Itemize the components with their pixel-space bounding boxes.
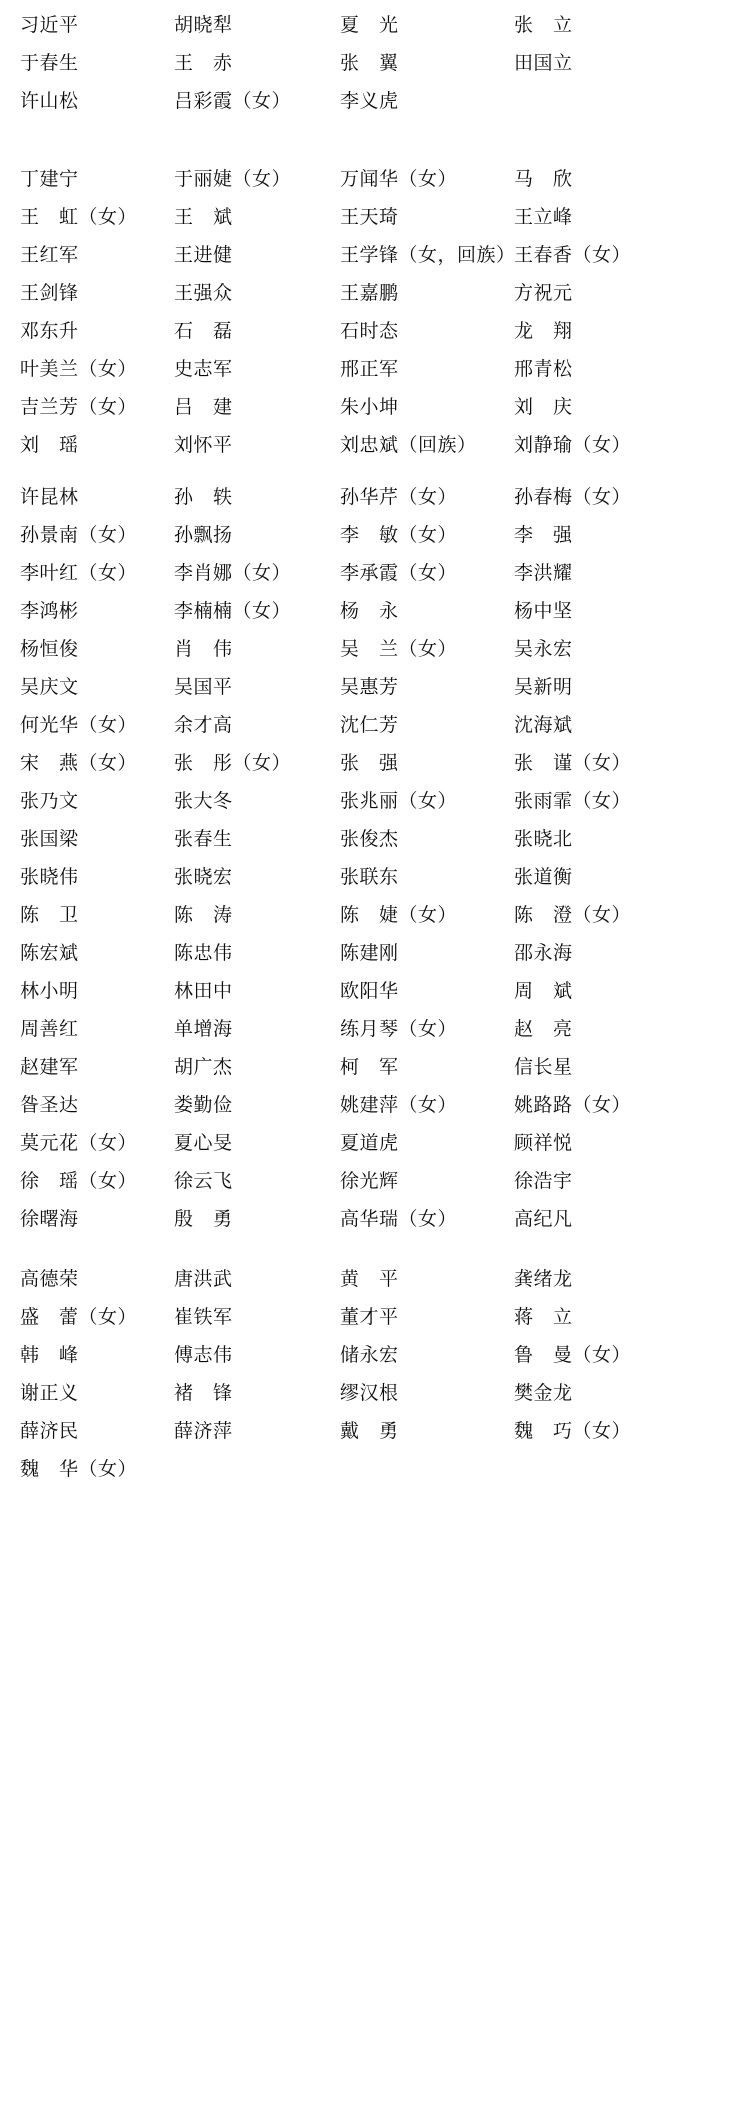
name-cell: 徐云飞 (174, 1170, 233, 1192)
name-cell: 吴国平 (174, 676, 233, 698)
table-row (14, 236, 730, 274)
table-row (14, 1200, 730, 1238)
name-cell: 王春香（女） (514, 244, 632, 266)
name-cell: 魏 华（女） (20, 1458, 138, 1480)
table-row (14, 820, 730, 858)
name-cell: 鲁 曼（女） (514, 1344, 632, 1366)
name-cell: 孙景南（女） (20, 524, 138, 546)
name-cell: 刘忠斌（回族） (340, 434, 477, 456)
name-cell: 林小明 (20, 980, 79, 1002)
table-row (14, 1162, 730, 1200)
name-group-3 (14, 478, 730, 1238)
name-cell: 李楠楠（女） (174, 600, 292, 622)
name-cell: 吴庆文 (20, 676, 79, 698)
table-row (14, 1336, 730, 1374)
table-row (14, 198, 730, 236)
name-cell: 李鸿彬 (20, 600, 79, 622)
name-cell: 张 立 (514, 14, 573, 36)
name-cell: 黄 平 (340, 1268, 399, 1290)
name-cell: 殷 勇 (174, 1208, 233, 1230)
name-cell: 张 强 (340, 752, 399, 774)
table-row (14, 782, 730, 820)
name-cell: 孙春梅（女） (514, 486, 632, 508)
name-cell: 于春生 (20, 52, 79, 74)
table-row (14, 312, 730, 350)
table-row (14, 972, 730, 1010)
name-cell: 薛济萍 (174, 1420, 233, 1442)
name-cell: 姚路路（女） (514, 1094, 632, 1116)
name-cell: 信长星 (514, 1056, 573, 1078)
table-row (14, 1450, 730, 1488)
name-cell: 李承霞（女） (340, 562, 458, 584)
name-cell: 李义虎 (340, 90, 399, 112)
name-cell: 李 敏（女） (340, 524, 458, 546)
name-cell: 欧阳华 (340, 980, 399, 1002)
name-cell: 盛 蕾（女） (20, 1306, 138, 1328)
table-row (14, 592, 730, 630)
name-cell: 周 斌 (514, 980, 573, 1002)
group-spacer (14, 120, 730, 160)
name-cell: 陈 婕（女） (340, 904, 458, 926)
name-cell: 沈仁芳 (340, 714, 399, 736)
name-cell: 唐洪武 (174, 1268, 233, 1290)
name-cell: 朱小坤 (340, 396, 399, 418)
name-cell: 田国立 (514, 52, 573, 74)
name-cell: 史志军 (174, 358, 233, 380)
name-cell: 董才平 (340, 1306, 399, 1328)
name-cell: 崔铁军 (174, 1306, 233, 1328)
table-row (14, 1298, 730, 1336)
name-cell: 王学锋（女，回族） (340, 244, 516, 266)
name-cell: 杨中坚 (514, 600, 573, 622)
name-cell: 张晓宏 (174, 866, 233, 888)
table-row (14, 1086, 730, 1124)
name-cell: 陈建刚 (340, 942, 399, 964)
name-cell: 姚建萍（女） (340, 1094, 458, 1116)
name-cell: 练月琴（女） (340, 1018, 458, 1040)
name-cell: 张联东 (340, 866, 399, 888)
name-group-4 (14, 1260, 730, 1488)
name-cell: 王进健 (174, 244, 233, 266)
name-cell: 王天琦 (340, 206, 399, 228)
name-cell: 赵建军 (20, 1056, 79, 1078)
table-row (14, 1010, 730, 1048)
table-row (14, 896, 730, 934)
name-cell: 石时态 (340, 320, 399, 342)
name-cell: 宋 燕（女） (20, 752, 138, 774)
table-row (14, 630, 730, 668)
name-cell: 徐浩宇 (514, 1170, 573, 1192)
name-cell: 张春生 (174, 828, 233, 850)
name-cell: 邢青松 (514, 358, 573, 380)
name-cell: 吕彩霞（女） (174, 90, 292, 112)
name-cell: 高纪凡 (514, 1208, 573, 1230)
name-cell: 吴惠芳 (340, 676, 399, 698)
name-group-2 (14, 160, 730, 464)
name-cell: 张道衡 (514, 866, 573, 888)
name-cell: 陈 涛 (174, 904, 233, 926)
name-cell: 蒋 立 (514, 1306, 573, 1328)
table-row (14, 1260, 730, 1298)
name-cell: 高德荣 (20, 1268, 79, 1290)
name-cell: 王 赤 (174, 52, 233, 74)
name-cell: 李 强 (514, 524, 573, 546)
name-cell: 林田中 (174, 980, 233, 1002)
table-row (14, 554, 730, 592)
name-cell: 莫元花（女） (20, 1132, 138, 1154)
table-row (14, 274, 730, 312)
name-cell: 夏道虎 (340, 1132, 399, 1154)
table-row (14, 516, 730, 554)
name-cell: 王 虹（女） (20, 206, 138, 228)
table-row (14, 82, 730, 120)
name-cell: 戴 勇 (340, 1420, 399, 1442)
name-cell: 吴新明 (514, 676, 573, 698)
table-row (14, 1048, 730, 1086)
name-cell: 樊金龙 (514, 1382, 573, 1404)
name-cell: 吴 兰（女） (340, 638, 458, 660)
name-cell: 杨恒俊 (20, 638, 79, 660)
name-cell: 王剑锋 (20, 282, 79, 304)
table-row (14, 350, 730, 388)
name-cell: 刘怀平 (174, 434, 233, 456)
table-row (14, 44, 730, 82)
group-spacer (14, 1238, 730, 1260)
table-row (14, 744, 730, 782)
name-cell: 张国梁 (20, 828, 79, 850)
name-cell: 昝圣达 (20, 1094, 79, 1116)
name-cell: 徐 瑶（女） (20, 1170, 138, 1192)
name-cell: 孙 轶 (174, 486, 233, 508)
name-cell: 吴永宏 (514, 638, 573, 660)
name-cell: 陈 澄（女） (514, 904, 632, 926)
name-cell: 娄勤俭 (174, 1094, 233, 1116)
table-row (14, 426, 730, 464)
name-cell: 张俊杰 (340, 828, 399, 850)
name-cell: 刘静瑜（女） (514, 434, 632, 456)
name-cell: 王强众 (174, 282, 233, 304)
name-cell: 王嘉鹏 (340, 282, 399, 304)
name-cell: 丁建宁 (20, 168, 79, 190)
name-cell: 孙飘扬 (174, 524, 233, 546)
name-cell: 柯 军 (340, 1056, 399, 1078)
name-cell: 吉兰芳（女） (20, 396, 138, 418)
name-cell: 张晓北 (514, 828, 573, 850)
name-cell: 陈宏斌 (20, 942, 79, 964)
name-cell: 李叶红（女） (20, 562, 138, 584)
table-row (14, 1374, 730, 1412)
name-cell: 何光华（女） (20, 714, 138, 736)
name-cell: 邵永海 (514, 942, 573, 964)
name-cell: 龚绪龙 (514, 1268, 573, 1290)
name-cell: 陈 卫 (20, 904, 79, 926)
table-row (14, 1124, 730, 1162)
table-row (14, 160, 730, 198)
name-cell: 陈忠伟 (174, 942, 233, 964)
name-cell: 张大冬 (174, 790, 233, 812)
table-row (14, 858, 730, 896)
group-spacer (14, 464, 730, 478)
name-cell: 褚 锋 (174, 1382, 233, 1404)
name-cell: 魏 巧（女） (514, 1420, 632, 1442)
name-cell: 刘 庆 (514, 396, 573, 418)
name-cell: 夏心旻 (174, 1132, 233, 1154)
table-row (14, 6, 730, 44)
name-cell: 胡晓犁 (174, 14, 233, 36)
name-cell: 许昆林 (20, 486, 79, 508)
name-cell: 张晓伟 (20, 866, 79, 888)
name-cell: 叶美兰（女） (20, 358, 138, 380)
name-cell: 马 欣 (514, 168, 573, 190)
name-cell: 刘 瑶 (20, 434, 79, 456)
name-cell: 许山松 (20, 90, 79, 112)
name-cell: 杨 永 (340, 600, 399, 622)
name-cell: 邓东升 (20, 320, 79, 342)
name-cell: 张兆丽（女） (340, 790, 458, 812)
name-cell: 徐光辉 (340, 1170, 399, 1192)
name-cell: 石 磊 (174, 320, 233, 342)
name-cell: 徐曙海 (20, 1208, 79, 1230)
name-cell: 王 斌 (174, 206, 233, 228)
name-cell: 王红军 (20, 244, 79, 266)
name-group-1 (14, 6, 730, 120)
name-cell: 薛济民 (20, 1420, 79, 1442)
name-cell: 缪汉根 (340, 1382, 399, 1404)
name-cell: 肖 伟 (174, 638, 233, 660)
name-cell: 高华瑞（女） (340, 1208, 458, 1230)
name-cell: 万闻华（女） (340, 168, 458, 190)
name-cell: 韩 峰 (20, 1344, 79, 1366)
name-cell: 李肖娜（女） (174, 562, 292, 584)
name-cell: 李洪耀 (514, 562, 573, 584)
name-cell: 张乃文 (20, 790, 79, 812)
name-cell: 余才高 (174, 714, 233, 736)
name-cell: 张雨霏（女） (514, 790, 632, 812)
name-cell: 王立峰 (514, 206, 573, 228)
name-cell: 傅志伟 (174, 1344, 233, 1366)
name-cell: 龙 翔 (514, 320, 573, 342)
name-cell: 沈海斌 (514, 714, 573, 736)
table-row (14, 388, 730, 426)
name-cell: 邢正军 (340, 358, 399, 380)
name-cell: 孙华芹（女） (340, 486, 458, 508)
table-row (14, 706, 730, 744)
table-row (14, 668, 730, 706)
name-cell: 周善红 (20, 1018, 79, 1040)
name-cell: 谢正义 (20, 1382, 79, 1404)
name-cell: 习近平 (20, 14, 79, 36)
name-cell: 单增海 (174, 1018, 233, 1040)
name-cell: 夏 光 (340, 14, 399, 36)
name-cell: 胡广杰 (174, 1056, 233, 1078)
name-cell: 方祝元 (514, 282, 573, 304)
name-cell: 张 翼 (340, 52, 399, 74)
table-row (14, 1412, 730, 1450)
name-cell: 张 谨（女） (514, 752, 632, 774)
name-cell: 吕 建 (174, 396, 233, 418)
table-row (14, 934, 730, 972)
table-row (14, 478, 730, 516)
name-cell: 储永宏 (340, 1344, 399, 1366)
name-cell: 于丽婕（女） (174, 168, 292, 190)
name-cell: 赵 亮 (514, 1018, 573, 1040)
name-cell: 张 彤（女） (174, 752, 292, 774)
name-cell: 顾祥悦 (514, 1132, 573, 1154)
